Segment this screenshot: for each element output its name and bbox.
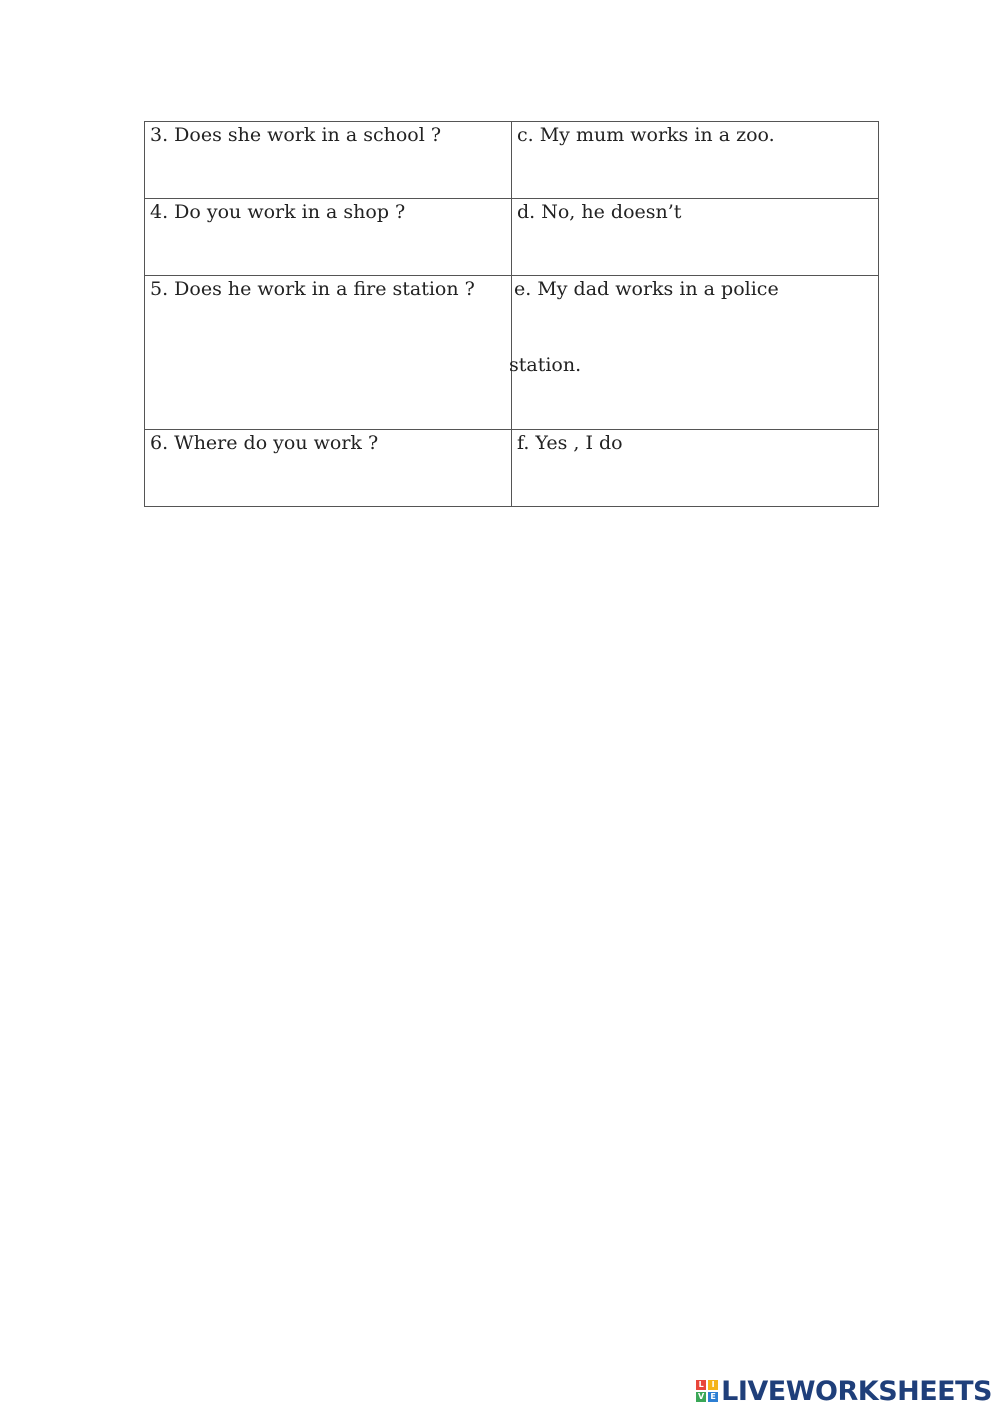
table-row bbox=[145, 199, 879, 276]
answer-text-line-2: station. bbox=[509, 354, 582, 376]
answer-text: d. No, he doesn’t bbox=[517, 201, 682, 223]
answer-text: f. Yes , I do bbox=[517, 432, 623, 454]
question-text: 6. Where do you work ? bbox=[150, 432, 379, 454]
answer-cell bbox=[509, 276, 879, 430]
logo-mark-icon bbox=[696, 1380, 718, 1402]
answer-text: c. My mum works in a zoo. bbox=[517, 124, 775, 146]
answer-text-line-1: e. My dad works in a police bbox=[514, 278, 779, 300]
question-cell bbox=[145, 122, 512, 199]
logo-text: LIVEWORKSHEETS bbox=[721, 1375, 992, 1407]
question-cell bbox=[145, 430, 512, 507]
liveworksheets-logo bbox=[696, 1376, 992, 1406]
logo-mark-tile: L bbox=[696, 1380, 706, 1390]
question-cell bbox=[145, 199, 512, 276]
question-text: 3. Does she work in a school ? bbox=[150, 124, 442, 146]
table-row bbox=[145, 430, 879, 507]
logo-mark-tile: V bbox=[698, 1392, 705, 1401]
logo-mark-tile: E bbox=[708, 1392, 718, 1402]
question-text: 4. Do you work in a shop ? bbox=[150, 201, 406, 223]
question-cell bbox=[145, 276, 512, 430]
logo-mark-tile: I bbox=[708, 1380, 718, 1390]
table-row bbox=[145, 276, 879, 430]
answer-cell bbox=[512, 199, 879, 276]
answer-cell bbox=[512, 430, 879, 507]
table-row bbox=[145, 122, 879, 199]
answer-cell bbox=[512, 122, 879, 199]
matching-table bbox=[144, 121, 879, 507]
question-text: 5. Does he work in a fire station ? bbox=[150, 278, 475, 300]
